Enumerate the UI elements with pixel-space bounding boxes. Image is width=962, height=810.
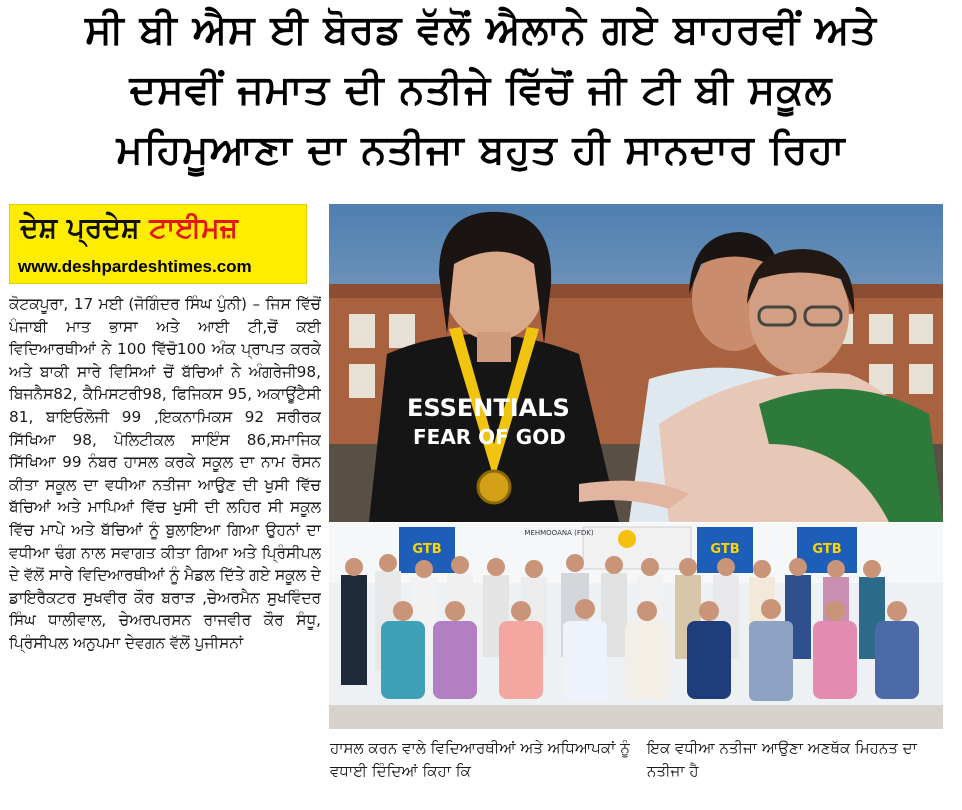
newspaper-logo — [20, 211, 238, 245]
headline — [0, 0, 962, 196]
medal-ceremony-photo — [329, 204, 943, 522]
tshirt-text-2: FEAR OF GOD — [413, 425, 566, 449]
website-url[interactable]: www.deshpardeshtimes.com — [18, 257, 252, 276]
headline-line-1: ਸੀ ਬੀ ਐਸ ਈ ਬੋਰਡ ਵੱਲੋਂ ਐਲਾਨੇ ਗਏ ਬਾਹਰਵੀਂ ਅਤੇ — [85, 7, 877, 53]
banner-label-3: GTB — [812, 542, 842, 557]
tshirt-text-1: ESSENTIALS — [407, 394, 570, 422]
masthead — [9, 204, 307, 284]
group-photo — [329, 523, 943, 729]
school-sign: MEHMOOANA (FDK) — [524, 529, 594, 537]
headline-line-2: ਦਸਵੀਂ ਜਮਾਤ ਦੀ ਨਤੀਜੇ ਵਿੱਚੋਂ ਜੀ ਟੀ ਬੀ ਸਕੂਲ — [129, 67, 833, 113]
caption-column-2: ਇਕ ਵਧੀਆ ਨਤੀਜਾ ਆਉਣਾ ਅਣਥੱਕ ਮਿਹਨਤ ਦਾ ਨਤੀਜਾ ਹੈ — [647, 739, 917, 780]
article-body: ਕੋਟਕਪੂਰਾ, 17 ਮਈ (ਜੋਗਿੰਦਰ ਸਿੰਘ ਪੁੰਨੀ) – ਜਿਸ ਵਿੱਚੋਂ ਪੰਜਾਬੀ ਮਾਤ ਭਾਸਾ ਅਤੇ ਆਈ ਟੀ,ਚੋਂ ਕਈ ਵਿਦਿਆਰਥੀਆਂ ਨੇ 100 ਵਿੱਚੋ100 ਅੰਕ ਪ੍ਰਾਪਤ ਕਰਕੇ ਅਤੇ ਬਾਕੀ ਸਾਰੇ ਵਿਸਿਆਂ ਚੋਂ ਬੱਚਿਆਂ ਨੇ ਅੰਗਰੇਜੀ98, ਬਿਜਨੈਸ82, ਕੈਮਿਸਟਰੀ98, ਫਿਜਿਕਸ 95, ਅਕਾਊਂਟੈਸੀ 81, ਬਾਇਓਲੋਜੀ 99 ,ਇਕਨਾਮਿਕਸ 92 ਸਰੀਰਕ ਸਿੱਖਿਆ 98, ਪੋਲਿਟੀਕਲ ਸਾਇੰਸ 86,ਸਮਾਜਿਕ ਸਿੱਖਿਆ 99 ਨੰਬਰ ਹਾਸਲ ਕਰਕੇ ਸਕੂਲ ਦਾ ਨਾਮ ਰੋਸਨ ਕੀਤਾ ਸਕੂਲ ਦਾ ਵਧੀਆ ਨਤੀਜਾ ਆਉਣ ਦੀ ਖੁਸੀ ਵਿੱਚ ਬੱਚਿਆਂ ਅਤੇ ਮਾਪਿਆਂ ਵਿੱਚ ਖੁਸੀ ਦੀ ਲਹਿਰ ਸੀ ਸਕੂਲ ਵਿੱਚ ਮਾਪੇ ਅਤੇ ਬੱਚਿਆਂ ਨੂੰ ਬੁਲਾਇਆ ਗਿਆ ਉਹਨਾਂ ਦਾ ਵਧੀਆ ਢੰਗ ਨਾਲ ਸਵਾਗਤ ਕੀਤਾ ਗਿਆ ਅਤੇ ਪ੍ਰਿੰਸੀਪਲ ਦੇ ਵੱਲੋਂ ਸਾਰੇ ਵਿਦਿਆਰਥੀਆਂ ਨੂੰ ਮੈਡਲ ਦਿੱਤੇ ਗਏ ਸਕੂਲ ਦੇ ਡਾਇਰੈਕਟਰ ਸੁਖਵੀਰ ਕੌਰ ਬਰਾੜ ,ਚੇਅਰਮੈਨ ਸੁਖਵਿੰਦਰ ਸਿੰਘ ਧਾਲੀਵਾਲ, ਚੇਅਰਪਰਸਨ ਰਾਜਵੀਰ ਕੌਰ ਸੰਧੂ, ਪ੍ਰਿੰਸੀਪਲ ਅਨੁਪਮਾ ਦੇਵਗਨ ਵੱਲੋਂ ਪੁਜੀਸਨਾਂ — [9, 295, 321, 652]
logo-part-1: ਦੇਸ਼ ਪ੍ਰਦੇਸ਼ — [20, 211, 140, 244]
headline-line-3: ਮਹਿਮੂਆਣਾ ਦਾ ਨਤੀਜਾ ਬਹੁਤ ਹੀ ਸਾਨਦਾਰ ਰਿਹਾ — [116, 127, 846, 173]
caption-column-1: ਹਾਸਲ ਕਰਨ ਵਾਲੇ ਵਿਦਿਆਰਥੀਆਂ ਅਤੇ ਅਧਿਆਪਕਾਂ ਨੂੰ ਵਧਾਈ ਦਿੰਦਿਆਂ ਕਿਹਾ ਕਿ — [330, 739, 630, 780]
banner-label-2: GTB — [710, 542, 740, 557]
banner-label-1: GTB — [412, 542, 442, 557]
logo-part-2: ਟਾਈਮਜ਼ — [149, 211, 238, 244]
